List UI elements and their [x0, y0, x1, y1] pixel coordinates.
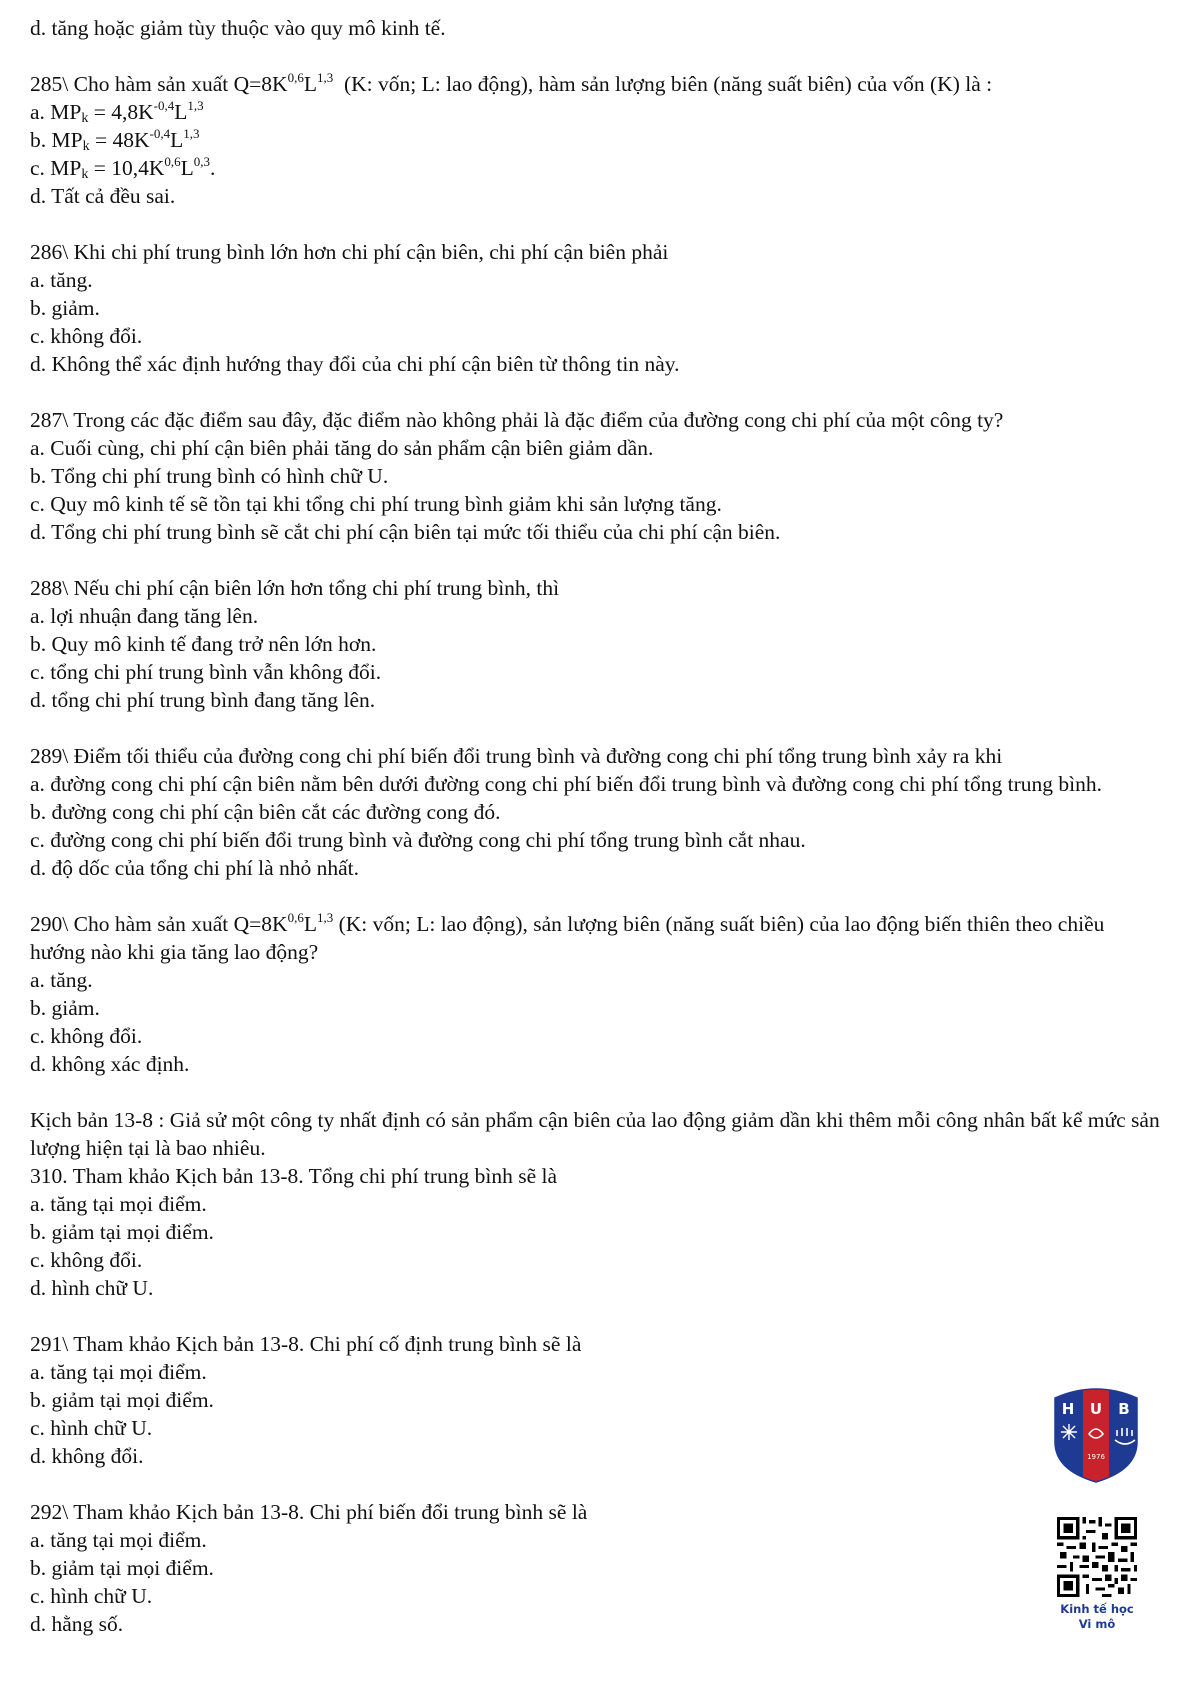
option-288-d: d. tổng chi phí trung bình đang tăng lên. [30, 688, 376, 712]
question-310: 310. Tham khảo Kịch bản 13-8. Tổng chi phí trung bình sẽ là [30, 1164, 558, 1188]
option-288-c: c. tổng chi phí trung bình vẫn không đổi. [30, 660, 382, 684]
option-286-d: d. Không thể xác định hướng thay đổi của chi phí cận biên từ thông tin này. [30, 352, 680, 376]
option-286-a: a. tăng. [30, 268, 93, 292]
question-286: 286\ Khi chi phí trung bình lớn hơn chi phí cận biên, chi phí cận biên phải [30, 240, 669, 264]
option-290-d: d. không xác định. [30, 1052, 190, 1076]
option-289-a: a. đường cong chi phí cận biên nằm bên dưới đường cong chi phí biến đổi trung bình và đường cong chi phí tổng trung bình. [30, 772, 1102, 796]
option-286-c: c. không đổi. [30, 324, 143, 348]
question-291: 291\ Tham khảo Kịch bản 13-8. Chi phí cố định trung bình sẽ là [30, 1332, 582, 1356]
option-285-d: d. Tất cả đều sai. [30, 184, 176, 208]
option-291-d: d. không đổi. [30, 1444, 144, 1468]
option-292-b: b. giảm tại mọi điểm. [30, 1556, 214, 1580]
compass-star-icon [1061, 1424, 1077, 1440]
option-287-c: c. Quy mô kinh tế sẽ tồn tại khi tổng chi phí trung bình giảm khi sản lượng tăng. [30, 492, 722, 516]
option-290-a: a. tăng. [30, 968, 93, 992]
scenario-13-8: Kịch bản 13-8 : Giả sử một công ty nhất định có sản phẩm cận biên của lao động giảm dần khi thêm mỗi công nhân bất kể mức sản lượng hiện tại là bao nhiêu. [30, 1108, 1160, 1160]
option-285-a: a. $MP_k = 4,8K^{-0,4}L^{1,3}$ [30, 98, 204, 126]
option-291-a: a. tăng tại mọi điểm. [30, 1360, 207, 1384]
brand-caption [1040, 1602, 1154, 1632]
question-288: 288\ Nếu chi phí cận biên lớn hơn tổng chi phí trung bình, thì [30, 576, 560, 600]
option-291-b: b. giảm tại mọi điểm. [30, 1388, 214, 1412]
option-286-b: b. giảm. [30, 296, 100, 320]
option-290-b: b. giảm. [30, 996, 100, 1020]
option-285-c: c. $MP_k = 10,4K^{0,6}L^{0,3}$. [30, 154, 216, 182]
option-285-b: b. $MP_k = 48K^{-0,4}L^{1,3}$ [30, 126, 200, 154]
question-292: 292\ Tham khảo Kịch bản 13-8. Chi phí biến đổi trung bình sẽ là [30, 1500, 588, 1524]
option-288-b: b. Quy mô kinh tế đang trở nên lớn hơn. [30, 632, 377, 656]
brand-line-2: Vi mô [1078, 1617, 1116, 1631]
qr-code[interactable] [1057, 1517, 1137, 1597]
question-289: 289\ Điểm tối thiểu của đường cong chi phí biến đổi trung bình và đường cong chi phí tổng trung bình xảy ra khi [30, 744, 1003, 768]
question-287: 287\ Trong các đặc điểm sau đây, đặc điểm nào không phải là đặc điểm của đường cong chi phí của một công ty? [30, 408, 1004, 432]
question-285: 285\ Cho hàm sản xuất $Q=8K^{0,6}L^{1,3}$ (K: vốn; L: lao động), hàm sản lượng biên (năng suất biên) của vốn (K) là : [30, 70, 993, 96]
option-289-d: d. độ dốc của tổng chi phí là nhỏ nhất. [30, 856, 359, 880]
option-288-a: a. lợi nhuận đang tăng lên. [30, 604, 259, 628]
option-292-a: a. tăng tại mọi điểm. [30, 1528, 207, 1552]
logo-letter-b: B [1118, 1400, 1130, 1418]
option-310-a: a. tăng tại mọi điểm. [30, 1192, 207, 1216]
option-310-b: b. giảm tại mọi điểm. [30, 1220, 214, 1244]
option-287-a: a. Cuối cùng, chi phí cận biên phải tăng do sản phẩm cận biên giảm dần. [30, 436, 654, 460]
option-292-d: d. hằng số. [30, 1612, 124, 1636]
logo-letter-u: U [1089, 1400, 1103, 1418]
brand-line-1: Kinh tế học [1060, 1602, 1134, 1616]
logo-year: 1976 [1087, 1453, 1105, 1461]
option-284-d: d. tăng hoặc giảm tùy thuộc vào quy mô kinh tế. [30, 16, 446, 40]
document-page [30, 14, 1160, 1638]
shield-right-panel [1109, 1384, 1141, 1484]
option-310-c: c. không đổi. [30, 1248, 143, 1272]
option-291-c: c. hình chữ U. [30, 1416, 153, 1440]
option-289-b: b. đường cong chi phí cận biên cắt các đường cong đó. [30, 800, 501, 824]
hub-logo [1051, 1384, 1141, 1484]
shield-center-panel [1083, 1384, 1109, 1484]
option-290-c: c. không đổi. [30, 1024, 143, 1048]
option-310-d: d. hình chữ U. [30, 1276, 154, 1300]
option-289-c: c. đường cong chi phí biến đổi trung bình và đường cong chi phí tổng trung bình cắt nhau. [30, 828, 806, 852]
option-292-c: c. hình chữ U. [30, 1584, 153, 1608]
logo-letter-h: H [1061, 1400, 1075, 1418]
option-287-b: b. Tổng chi phí trung bình có hình chữ U. [30, 464, 389, 488]
option-287-d: d. Tổng chi phí trung bình sẽ cắt chi phí cận biên tại mức tối thiểu của chi phí cận biên. [30, 520, 781, 544]
question-290: 290\ Cho hàm sản xuất $Q=8K^{0,6}L^{1,3}$ (K: vốn; L: lao động), sản lượng biên (năng suất biên) của lao động biến thiên theo chiều hướng nào khi gia tăng lao động? [30, 910, 1105, 964]
